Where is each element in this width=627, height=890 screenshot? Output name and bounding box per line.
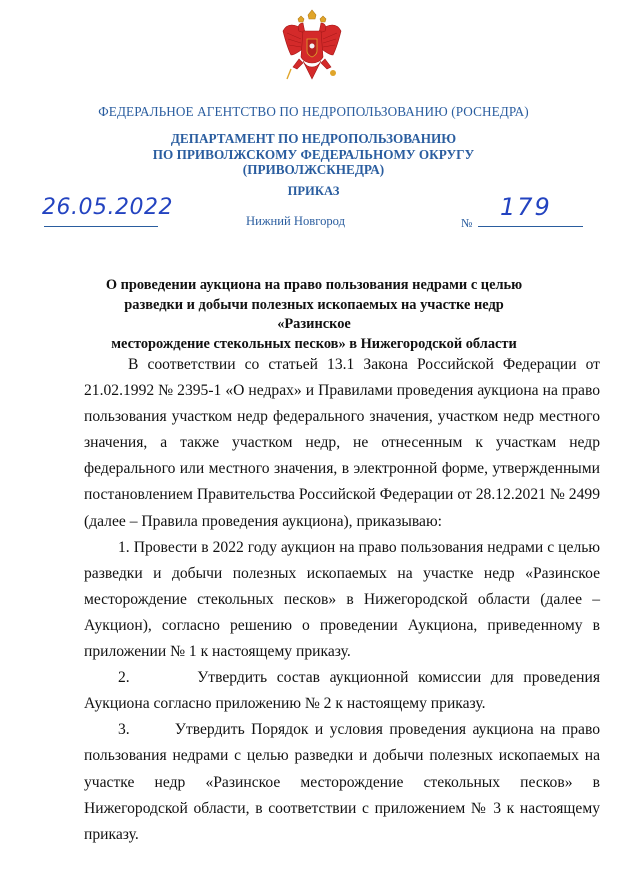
city-name: Нижний Новгород: [246, 214, 346, 228]
document-title: [88, 276, 540, 354]
title-line: разведки и добычи полезных ископаемых на участке недр «Разинское: [124, 296, 504, 332]
order-item-3: 3. Утвердить Порядок и условия проведения аукциона на право пользования недрами с целью разведки и добычи полезных ископаемых на участке недр «Разинское месторождение стекольных песков» в Нижегородской области, в соответствии с приложением № 3 к настоящему приказу.: [84, 721, 600, 843]
number-underline: [478, 226, 583, 227]
title-line: О проведении аукциона на право пользования недрами с целью: [105, 277, 523, 293]
document-type: ПРИКАЗ: [287, 184, 340, 198]
title-line: месторождение стекольных песков» в Нижегородской области: [111, 335, 517, 352]
agency-name: ФЕДЕРАЛЬНОЕ АГЕНТСТВО ПО НЕДРОПОЛЬЗОВАНИЮ (РОСНЕДРА): [98, 104, 529, 119]
handwritten-date: 26.05.2022: [42, 195, 173, 220]
department-name: [0, 131, 627, 178]
coat-of-arms-icon: [281, 9, 343, 87]
number-sign: №: [461, 216, 473, 230]
department-line: ПО ПРИВОЛЖСКОМУ ФЕДЕРАЛЬНОМУ ОКРУГУ: [152, 146, 475, 162]
handwritten-number: 179: [500, 193, 552, 221]
order-item-2: 2. Утвердить состав аукционной комиссии для проведения Аукциона согласно приложению № 2 к настоящему приказу.: [84, 669, 600, 713]
document-body: [84, 352, 600, 848]
department-line: ДЕПАРТАМЕНТ ПО НЕДРОПОЛЬЗОВАНИЮ: [170, 131, 457, 146]
order-item-1: 1. Провести в 2022 году аукцион на право пользования недрами с целью разведки и добычи полезных ископаемых на участке недр «Разинское месторождение стекольных песков» в Нижегородской области (далее – Аукцион), согласно решению о проведении Аукциона, приведенному в приложении № 1 к настоящему приказу.: [84, 538, 600, 661]
intro-paragraph: В соответствии со статьей 13.1 Закона Российской Федерации от 21.02.1992 № 2395-1 «О недрах» и Правилами проведения аукциона на право пользования участком недр федерального значения, участком недр местного значения, а также участком недр, не отнесенным к участкам недр федерального или местного значения, в электронной форме, утвержденными постановлением Правительства Российской Федерации от 28.12.2021 № 2499 (далее – Правила проведения аукциона), приказываю:: [84, 356, 600, 530]
department-line: (ПРИВОЛЖСКНЕДРА): [242, 162, 385, 177]
date-underline: [44, 226, 158, 227]
